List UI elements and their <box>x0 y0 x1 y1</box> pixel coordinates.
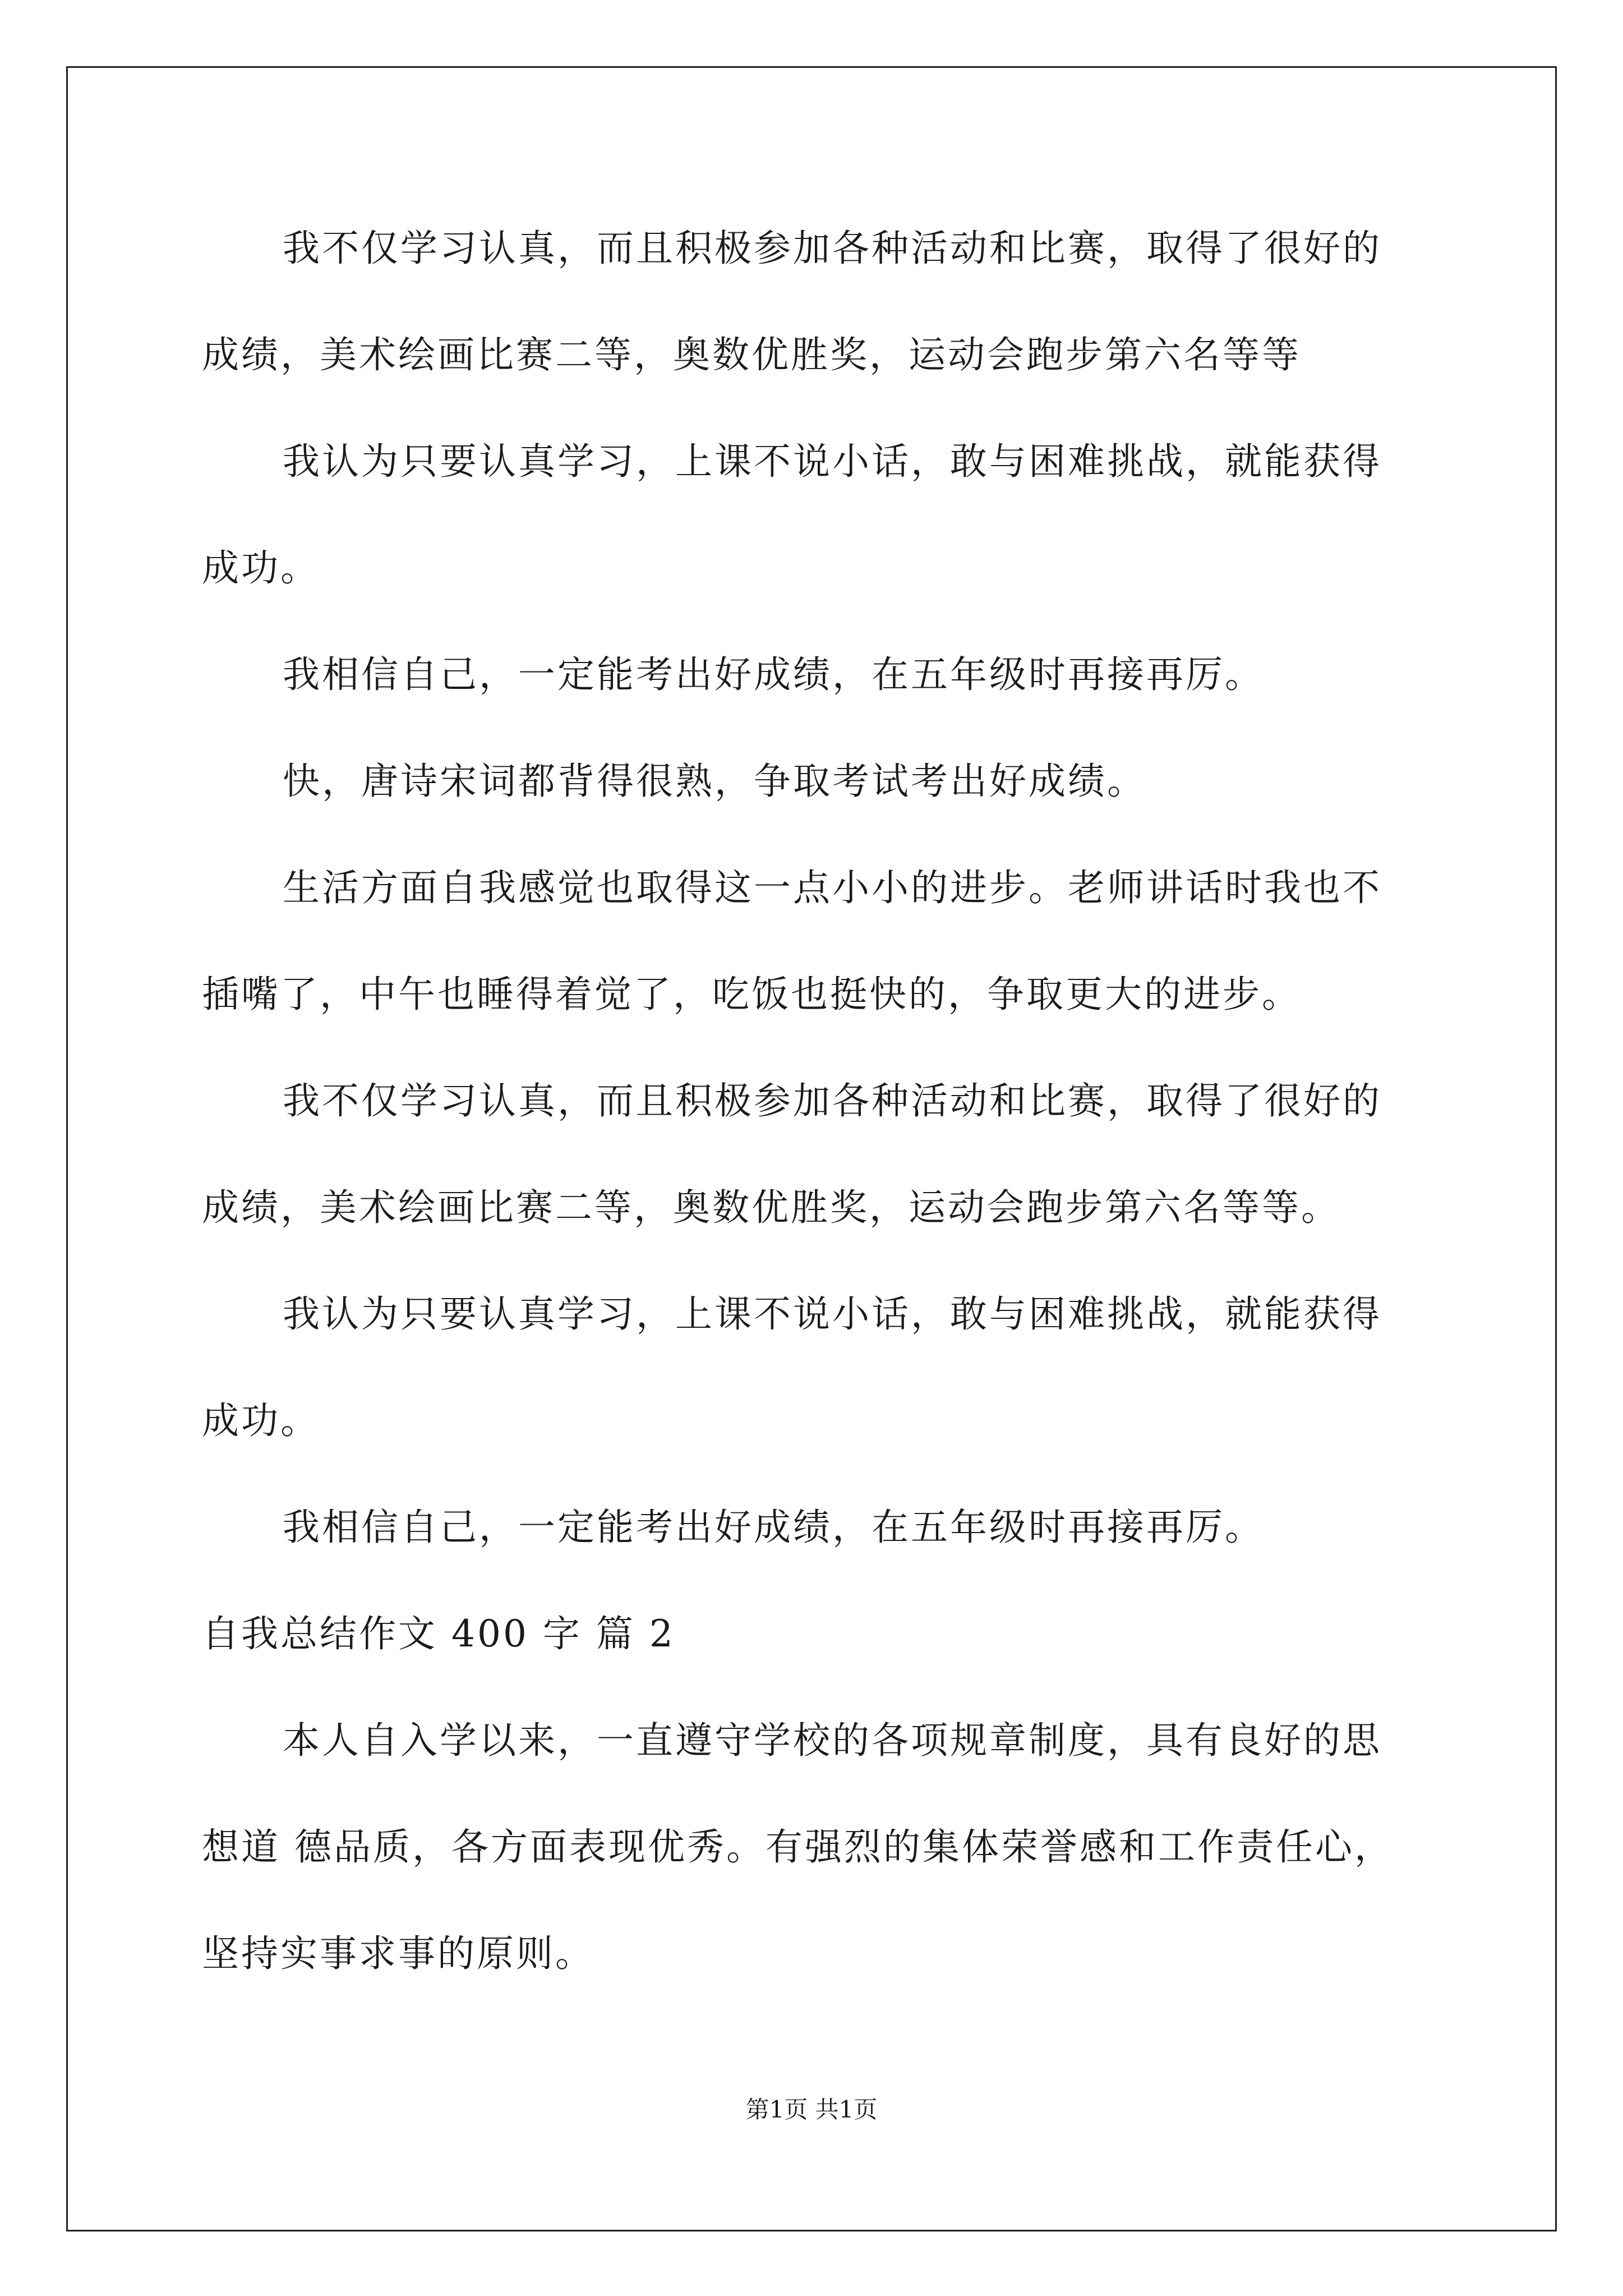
paragraph-line: 我认为只要认真学习，上课不说小话，敢与困难挑战，就能获得 <box>283 1292 1382 1336</box>
paragraph-line: 插嘴了，中午也睡得着觉了，吃饭也挺快的，争取更大的进步。 <box>202 973 1301 1016</box>
paragraph-line: 成绩，美术绘画比赛二等，奥数优胜奖，运动会跑步第六名等等 <box>202 333 1301 376</box>
section-heading: 自我总结作文 400 字 篇 2 <box>202 1612 675 1655</box>
paragraph-line: 快，唐诗宋词都背得很熟，争取考试考出好成绩。 <box>283 760 1146 803</box>
paragraph-line: 成绩，美术绘画比赛二等，奥数优胜奖，运动会跑步第六名等等。 <box>202 1186 1340 1229</box>
paragraph-line: 我相信自己，一定能考出好成绩，在五年级时再接再厉。 <box>283 1506 1264 1549</box>
paragraph-line: 本人自入学以来，一直遵守学校的各项规章制度，具有良好的思 <box>283 1719 1382 1762</box>
paragraph-line: 我认为只要认真学习，上课不说小话，敢与困难挑战，就能获得 <box>283 440 1382 483</box>
page-frame <box>66 66 1557 2231</box>
paragraph-line: 坚持实事求事的原则。 <box>202 1932 594 1975</box>
paragraph-line: 生活方面自我感觉也取得这一点小小的进步。老师讲话时我也不 <box>283 866 1382 909</box>
paragraph-line: 成功。 <box>202 1399 320 1442</box>
paragraph-line: 我不仅学习认真，而且积极参加各种活动和比赛，取得了很好的 <box>283 227 1382 270</box>
paragraph-line: 我相信自己，一定能考出好成绩，在五年级时再接再厉。 <box>283 653 1264 696</box>
paragraph-line: 成功。 <box>202 546 320 590</box>
paragraph-line: 想道 德品质，各方面表现优秀。有强烈的集体荣誉感和工作责任心， <box>202 1825 1394 1869</box>
page-footer: 第1页 共1页 <box>745 2096 878 2123</box>
paragraph-line: 我不仅学习认真，而且积极参加各种活动和比赛，取得了很好的 <box>283 1079 1382 1122</box>
